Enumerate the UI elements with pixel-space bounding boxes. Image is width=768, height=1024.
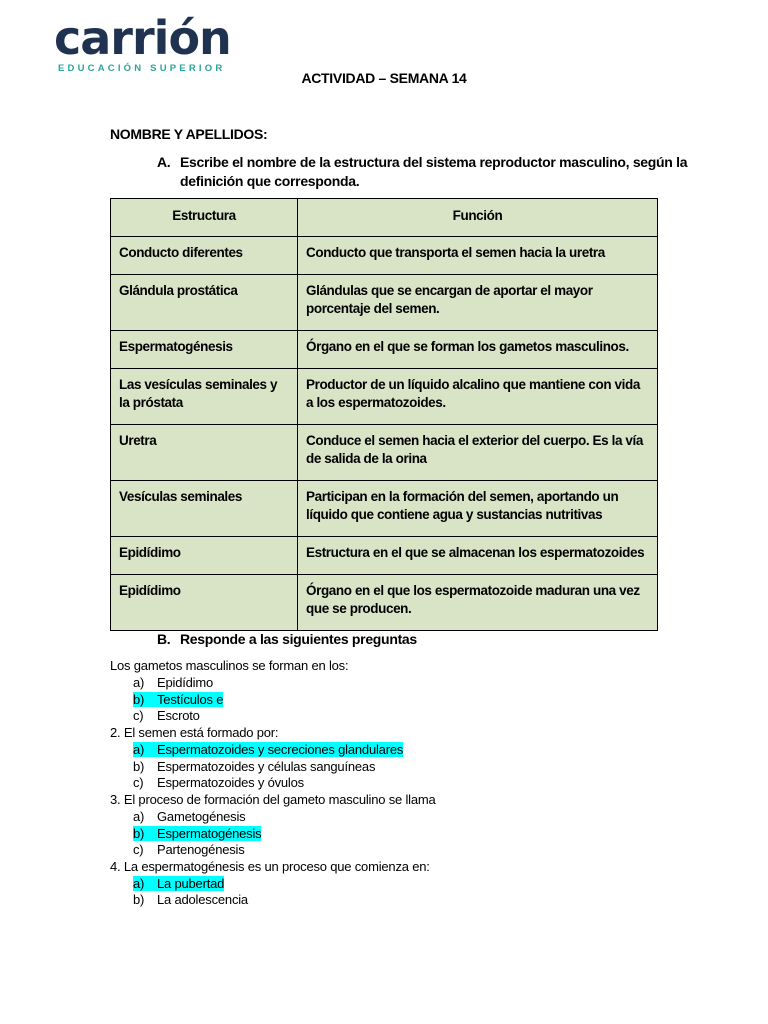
section-a-instruction-line2: definición que corresponda.	[180, 173, 360, 189]
option-text: Espermatozoides y óvulos	[157, 775, 304, 790]
logo: carrión	[54, 11, 231, 65]
table-row	[111, 369, 658, 425]
function-cell: Participan en la formación del semen, aportando un líquido que contiene agua y sustancias nutritivas	[298, 481, 658, 537]
option-text: Epidídimo	[157, 675, 214, 690]
option-text-highlighted: Testículos e	[157, 692, 224, 707]
section-b-instruction: Responde a las siguientes preguntas	[180, 631, 417, 647]
structure-cell: Epidídimo	[111, 575, 298, 631]
function-cell: Órgano en el que se forman los gametos masculinos.	[298, 331, 658, 369]
function-cell: Estructura en el que se almacenan los espermatozoides	[298, 537, 658, 575]
structure-cell: Vesículas seminales	[111, 481, 298, 537]
section-a-letter: A.	[157, 154, 171, 170]
option-letter: b)	[133, 692, 145, 707]
table-row	[111, 331, 658, 369]
option-letter: b)	[133, 759, 145, 774]
function-cell: Conduce el semen hacia el exterior del cuerpo. Es la vía de salida de la orina	[298, 425, 658, 481]
option-letter: c)	[133, 708, 144, 723]
table-row	[111, 425, 658, 481]
question-1: Los gametos masculinos se forman en los:	[110, 658, 349, 673]
question-2: 2. El semen está formado por:	[110, 725, 279, 740]
option-text-highlighted: La pubertad	[157, 876, 225, 891]
function-cell: Productor de un líquido alcalino que mantiene con vida a los espermatozoides.	[298, 369, 658, 425]
structure-function-table	[110, 198, 658, 631]
option-text: Partenogénesis	[157, 842, 245, 857]
table-header-row	[111, 199, 658, 237]
structure-cell: Espermatogénesis	[111, 331, 298, 369]
question-3: 3. El proceso de formación del gameto masculino se llama	[110, 792, 436, 807]
q2-option-c	[133, 775, 304, 792]
q3-option-a	[133, 809, 245, 826]
function-cell: Conducto que transporta el semen hacia la uretra	[298, 237, 658, 275]
structure-cell: Las vesículas seminales y la próstata	[111, 369, 298, 425]
option-text-highlighted: Espermatogénesis	[157, 826, 262, 841]
name-label: NOMBRE Y APELLIDOS:	[110, 126, 268, 142]
table-row	[111, 275, 658, 331]
option-letter: a)	[133, 675, 145, 690]
option-text: Escroto	[157, 708, 200, 723]
table-row	[111, 575, 658, 631]
q3-option-c	[133, 842, 245, 859]
header-function: Función	[298, 199, 658, 237]
option-letter: c)	[133, 842, 144, 857]
table-row	[111, 237, 658, 275]
option-letter: b)	[133, 826, 145, 841]
structure-cell: Glándula prostática	[111, 275, 298, 331]
function-cell: Glándulas que se encargan de aportar el mayor porcentaje del semen.	[298, 275, 658, 331]
option-text: La adolescencia	[157, 892, 248, 907]
header-structure: Estructura	[111, 199, 298, 237]
section-a-instruction-line1: Escribe el nombre de la estructura del sistema reproductor masculino, según la	[180, 154, 688, 170]
question-4: 4. La espermatogénesis es un proceso que comienza en:	[110, 859, 430, 874]
option-letter: b)	[133, 892, 145, 907]
option-text: Espermatozoides y células sanguíneas	[157, 759, 376, 774]
logo-tagline: EDUCACIÓN SUPERIOR	[58, 63, 226, 74]
structure-cell: Conducto diferentes	[111, 237, 298, 275]
option-text-highlighted: Espermatozoides y secreciones glandulares	[157, 742, 404, 757]
q1-option-b	[133, 692, 223, 709]
structure-cell: Epidídimo	[111, 537, 298, 575]
function-cell: Órgano en el que los espermatozoide maduran una vez que se producen.	[298, 575, 658, 631]
option-letter: a)	[133, 742, 145, 757]
table-row	[111, 537, 658, 575]
section-b-letter: B.	[157, 631, 171, 647]
table-row	[111, 481, 658, 537]
option-letter: a)	[133, 809, 145, 824]
q2-option-a	[133, 742, 403, 759]
page-title: ACTIVIDAD – SEMANA 14	[301, 70, 467, 86]
q3-option-b	[133, 826, 261, 843]
option-letter: c)	[133, 775, 144, 790]
q4-option-a	[133, 876, 224, 893]
structure-cell: Uretra	[111, 425, 298, 481]
q4-option-b	[133, 892, 248, 909]
q2-option-b	[133, 759, 375, 776]
option-text: Gametogénesis	[157, 809, 246, 824]
option-letter: a)	[133, 876, 145, 891]
q1-option-c	[133, 708, 200, 725]
q1-option-a	[133, 675, 213, 692]
